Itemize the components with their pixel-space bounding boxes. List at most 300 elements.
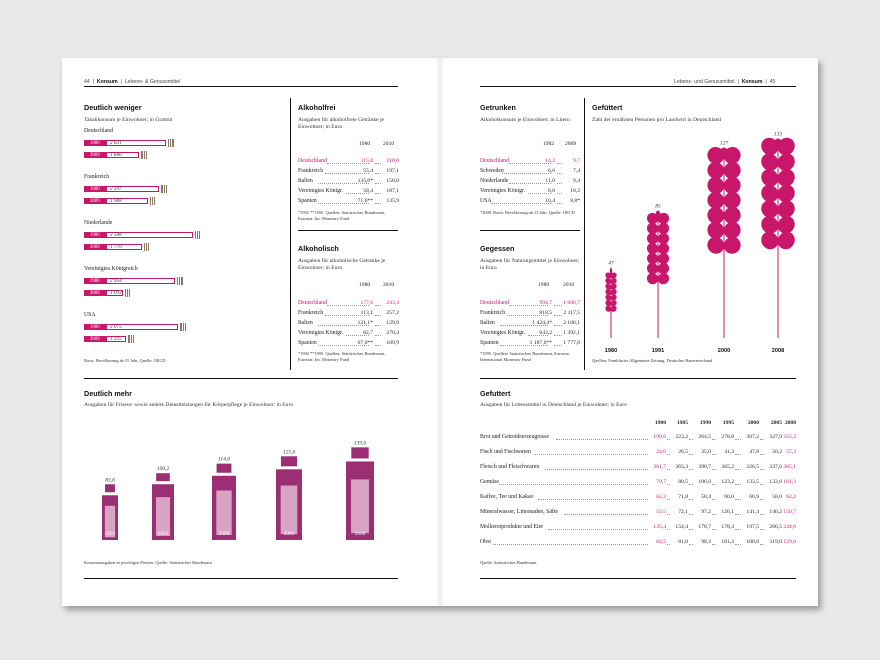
food-table-cell: 223,2 bbox=[675, 434, 688, 440]
dot-leader bbox=[712, 454, 716, 455]
dot-leader bbox=[689, 454, 693, 455]
mehr-chart bbox=[84, 418, 398, 550]
cigarette-mark bbox=[172, 139, 173, 147]
dot-leader bbox=[667, 499, 670, 500]
table-row-label: Frankreich bbox=[480, 310, 506, 316]
food-table-cell: 64,5 bbox=[656, 539, 666, 545]
wheat-year-label: 2000 bbox=[717, 348, 731, 354]
alkoholisch-title: Alkoholisch bbox=[298, 244, 339, 253]
food-table-year-header: 1990 bbox=[699, 420, 711, 426]
right-bottom-rule bbox=[480, 578, 796, 579]
table-row-value-2: 1 392,1 bbox=[563, 330, 580, 336]
dot-leader bbox=[689, 439, 693, 440]
food-table-cell: 141,4 bbox=[746, 509, 759, 515]
bottle-year-label: 1991 bbox=[104, 531, 116, 537]
dot-leader bbox=[375, 305, 381, 306]
table-row-value-2: 129,9 bbox=[386, 320, 399, 326]
table-row-value-2: 156,0 bbox=[386, 178, 399, 184]
dot-leader bbox=[667, 484, 670, 485]
food-table-cell: 365,1 bbox=[783, 464, 796, 470]
table-row-label: Frankreich bbox=[298, 168, 324, 174]
dot-leader bbox=[557, 163, 562, 164]
mehr-title: Deutlich mehr bbox=[84, 389, 132, 398]
table-row-value-2: 243,4 bbox=[386, 300, 399, 306]
food-table-cell: 129,0 bbox=[783, 539, 796, 545]
left-mid-rule bbox=[84, 378, 398, 379]
tabak-bar-year: 2009 bbox=[90, 336, 100, 342]
dot-leader bbox=[689, 529, 693, 530]
dot-leader bbox=[760, 454, 764, 455]
cigarette-mark bbox=[199, 231, 200, 239]
dot-leader bbox=[375, 163, 381, 164]
table-row-value-1: 55,4 bbox=[363, 168, 373, 174]
dot-leader bbox=[557, 193, 562, 194]
cigarette-mark bbox=[180, 323, 181, 331]
table-row-value-2: 9,7 bbox=[573, 158, 580, 164]
tabak-country-label: Deutschland bbox=[84, 128, 113, 134]
dot-leader bbox=[375, 193, 381, 194]
dot-leader bbox=[667, 544, 670, 545]
table-row-value-2: 9,4 bbox=[573, 178, 580, 184]
right-header: Lebens- und Genussmittel | Konsum | 45 bbox=[674, 79, 776, 85]
food-table-cell: 178,7 bbox=[698, 524, 711, 530]
alkoholfrei-title: Alkoholfrei bbox=[298, 103, 336, 112]
table-row-value-2: 8,8* bbox=[570, 198, 580, 204]
dot-leader bbox=[499, 484, 648, 485]
cigarette-mark bbox=[128, 335, 129, 343]
gegessen-col1: 1980 bbox=[538, 282, 550, 288]
table-row-value-1: 6,6 bbox=[548, 168, 555, 174]
bottle-year-label: 2008 bbox=[354, 531, 366, 537]
wheat-value-label: 127 bbox=[719, 140, 729, 147]
table-row-value-1: 115,8 bbox=[360, 158, 373, 164]
cigarette-mark bbox=[154, 197, 155, 205]
table-row-value-1: 71,6** bbox=[357, 198, 373, 204]
food-table-cell: 66,9 bbox=[749, 494, 759, 500]
food-table-cell: 365,2 bbox=[721, 464, 734, 470]
cigarette-mark bbox=[183, 323, 184, 331]
food-table-row-label: Fleisch und Fleischwaren bbox=[480, 464, 540, 470]
tabak-bar-year: 1980 bbox=[90, 186, 100, 192]
food-table-cell: 337,6 bbox=[769, 464, 782, 470]
dot-leader bbox=[375, 203, 381, 204]
tabak-bar-year: 2009 bbox=[90, 152, 100, 158]
dot-leader bbox=[557, 203, 562, 204]
food-table-cell: 57,3 bbox=[786, 449, 796, 455]
food-table-cell: 81,0 bbox=[678, 539, 688, 545]
bottle-cap bbox=[281, 456, 297, 466]
food-table-cell: 47,8 bbox=[749, 449, 759, 455]
left-top-rule bbox=[84, 86, 398, 87]
tabak-bar-year: 1980 bbox=[90, 278, 100, 284]
dot-leader bbox=[712, 469, 716, 470]
table-row-label: USA bbox=[480, 198, 492, 204]
alkoholisch-col2: 2010 bbox=[383, 282, 395, 288]
gegessen-subtitle: Ausgaben für Nahrungsmittel je Einwohner; in Euro bbox=[480, 258, 580, 271]
dot-leader bbox=[689, 514, 693, 515]
food-table-year-header: 2005 bbox=[770, 420, 782, 426]
food-table-cell: 41,3 bbox=[724, 449, 734, 455]
bottle-cap bbox=[351, 447, 368, 458]
food-table-cell: 106,0 bbox=[698, 479, 711, 485]
wheat-tip bbox=[610, 268, 612, 276]
food-table-row-label: Obst bbox=[480, 539, 491, 545]
food-table-cell: 97,2 bbox=[701, 509, 711, 515]
dot-leader bbox=[554, 315, 562, 316]
table-row-value-2: 187,1 bbox=[386, 188, 399, 194]
dot-leader bbox=[564, 514, 648, 515]
bottle-value-label: 114,6 bbox=[217, 456, 231, 463]
table-row-value-1: 1 187,6** bbox=[529, 340, 552, 346]
food-table-cell: 35,0 bbox=[701, 449, 711, 455]
bottle-label bbox=[216, 491, 231, 535]
dot-leader bbox=[760, 544, 764, 545]
tabak-country-label: Vereinigtes Königreich bbox=[84, 266, 138, 272]
cigarette-mark bbox=[166, 185, 167, 193]
table-row-value-2: 1 777,8 bbox=[563, 340, 580, 346]
food-table-cell: 80,5 bbox=[678, 479, 688, 485]
food-table-cell: 307,2 bbox=[746, 434, 759, 440]
food-table-cell: 355,2 bbox=[783, 434, 796, 440]
food-table-cell: 58,0 bbox=[772, 494, 782, 500]
bottle-year-label: 1999 bbox=[218, 531, 230, 537]
tabak-country-label: Niederlande bbox=[84, 220, 113, 226]
tabak-bar-year: 1980 bbox=[90, 232, 100, 238]
table-row-value-1: 818,5 bbox=[539, 310, 552, 316]
cigarette-mark bbox=[195, 231, 196, 239]
table-row-label: Italien bbox=[298, 178, 313, 184]
dot-leader bbox=[493, 544, 648, 545]
cigarette-mark bbox=[168, 139, 169, 147]
table-row-label: Schweden bbox=[480, 168, 504, 174]
tabak-bar-value: 1 225 bbox=[110, 335, 122, 342]
cigarette-mark bbox=[127, 289, 128, 297]
food-table-cell: 278,8 bbox=[721, 434, 734, 440]
wheat-tip bbox=[774, 139, 781, 147]
wheat-value-label: 85 bbox=[655, 203, 661, 210]
getrunken-rule bbox=[480, 230, 580, 231]
table-row-value-2: 2 106,1 bbox=[563, 320, 580, 326]
bottle-cap bbox=[105, 484, 115, 492]
wheat-tip bbox=[720, 148, 727, 156]
table-row-label: Vereinigtes Königr. bbox=[480, 330, 526, 336]
cigarette-mark bbox=[177, 277, 178, 285]
table-row-value-1: 177,6 bbox=[360, 300, 373, 306]
bottle-year-label: 2003 bbox=[283, 531, 295, 537]
table-row-value-1: 135,0* bbox=[357, 178, 373, 184]
table-row-value-1: 1 424,4* bbox=[532, 320, 552, 326]
alkoholisch-subtitle: Ausgaben für alkoholische Getränke je Einwohner; in Euro bbox=[298, 258, 386, 271]
food-table-cell: 133,6 bbox=[769, 479, 782, 485]
getrunken-col1: 1982 bbox=[543, 141, 555, 147]
food-table-row-label: Gemüse bbox=[480, 479, 499, 485]
table-row-value-1: 994,7 bbox=[539, 300, 552, 306]
food-table-year-header: 2008 bbox=[784, 420, 796, 426]
alkoholfrei-col2: 2010 bbox=[383, 141, 395, 147]
tabak-bar-value: 3 075 bbox=[110, 323, 122, 330]
food-table-year-header: 1985 bbox=[676, 420, 688, 426]
dot-leader bbox=[689, 499, 693, 500]
dot-leader bbox=[375, 345, 381, 346]
getrunken-subtitle: Alkoholkonsum je Einwohner; in Litern bbox=[480, 117, 570, 123]
gefuettert1-title: Gefüttert bbox=[592, 103, 623, 112]
tabak-bar-year: 1980 bbox=[90, 324, 100, 330]
dot-leader bbox=[667, 469, 670, 470]
gefuettert1-subtitle: Zahl der ernährten Personen pro Landwirt in Deutschland bbox=[592, 117, 722, 123]
wheat-year-label: 1980 bbox=[604, 348, 618, 354]
left-section: Konsum bbox=[96, 79, 118, 85]
right-mid-rule bbox=[480, 378, 796, 379]
food-table-cell: 190,6 bbox=[653, 434, 666, 440]
alkoholisch-table bbox=[298, 300, 400, 350]
cigarette-mark bbox=[125, 289, 126, 297]
food-table-cell: 79,7 bbox=[656, 479, 666, 485]
alkoholfrei-col1: 1980 bbox=[359, 141, 371, 147]
food-table-cell: 62,3 bbox=[656, 494, 666, 500]
tabak-country-label: USA bbox=[84, 312, 96, 318]
table-row-value-2: 2 117,5 bbox=[563, 310, 580, 316]
bottle-cap bbox=[156, 473, 170, 481]
food-table-cell: 154,4 bbox=[675, 524, 688, 530]
food-table-cell: 26,5 bbox=[678, 449, 688, 455]
dot-leader bbox=[556, 439, 648, 440]
food-table-cell: 50,2 bbox=[772, 449, 782, 455]
wheat-value-label: 133 bbox=[773, 131, 783, 138]
tabak-bar-value: 1 988 bbox=[110, 197, 122, 204]
dot-leader bbox=[557, 173, 562, 174]
bottle-value-label: 83,6 bbox=[105, 477, 115, 484]
gefuettert2-title: Gefuttert bbox=[480, 389, 511, 398]
table-row-value-1: 113,1 bbox=[360, 310, 373, 316]
tabak-bar-year: 2009 bbox=[90, 290, 100, 296]
dot-leader bbox=[760, 439, 764, 440]
cigarette-mark bbox=[133, 335, 134, 343]
food-table-cell: 197,5 bbox=[746, 524, 759, 530]
left-page-number: 44 bbox=[84, 79, 90, 85]
dot-leader bbox=[554, 335, 562, 336]
bottle-value-label: 100,2 bbox=[156, 466, 170, 473]
tabak-bar-value: 1 686 bbox=[110, 151, 122, 158]
left-header: 44 | Konsum | Lebens- & Genussmittel bbox=[84, 79, 181, 85]
dot-leader bbox=[689, 469, 693, 470]
table-row-label: Italien bbox=[298, 320, 313, 326]
tabak-note: Basis: Bevölkerung ab 15 Jahr. Quelle: OECD bbox=[84, 358, 166, 363]
food-table-row-label: Fisch und Fischwaren bbox=[480, 449, 531, 455]
food-table-cell: 135,4 bbox=[653, 524, 666, 530]
food-table-row-label: Molkereiprodukte und Eier bbox=[480, 524, 544, 530]
getrunken-note: *2008. Basis: Bevölkerung ab 15 Jahr. Quelle: OECD bbox=[480, 210, 575, 215]
mehr-note: Konsumausgaben in jeweiligen Preisen. Quelle: Statistisches Bundesamt bbox=[84, 560, 212, 565]
table-row-label: Deutschland bbox=[298, 300, 327, 306]
table-row-value-2: 197,1 bbox=[386, 168, 399, 174]
food-table-cell: 146,2 bbox=[769, 509, 782, 515]
table-row-value-2: 1 606,7 bbox=[563, 300, 580, 306]
dot-leader bbox=[502, 173, 551, 174]
dot-leader bbox=[712, 439, 716, 440]
food-table-cell: 119,0 bbox=[769, 539, 782, 545]
dot-leader bbox=[712, 484, 716, 485]
dot-leader bbox=[375, 325, 381, 326]
table-row-label: Spanien bbox=[480, 340, 499, 346]
bottle-label bbox=[281, 486, 298, 535]
wheat-tip bbox=[656, 211, 661, 219]
food-table-cell: 123,2 bbox=[721, 479, 734, 485]
tabak-bar-value: 1 770 bbox=[110, 243, 122, 250]
getrunken-table bbox=[480, 158, 580, 208]
right-top-rule bbox=[480, 86, 796, 87]
food-table-cell: 244,6 bbox=[783, 524, 796, 530]
bottle-value-label: 125,6 bbox=[282, 449, 296, 456]
right-page-number: 45 bbox=[769, 79, 776, 85]
table-row-label: Deutschland bbox=[298, 158, 327, 164]
gegessen-title: Gegessen bbox=[480, 244, 515, 253]
cigarette-mark bbox=[150, 197, 151, 205]
tabak-bar-value: 1 093 bbox=[110, 289, 122, 296]
dot-leader bbox=[735, 529, 741, 530]
food-table-cell: 58,4 bbox=[701, 494, 711, 500]
dot-leader bbox=[667, 529, 670, 530]
cigarette-mark bbox=[129, 289, 130, 297]
table-row-value-1: 10,4 bbox=[545, 198, 555, 204]
dot-leader bbox=[760, 529, 764, 530]
table-row-label: Spanien bbox=[298, 198, 317, 204]
wheat-value-label: 47 bbox=[608, 260, 614, 267]
tabak-bar-value: 2 631 bbox=[110, 139, 122, 146]
dot-leader bbox=[667, 514, 670, 515]
bottle-value-label: 139,0 bbox=[353, 440, 367, 447]
tabak-subtitle: Tabakkonsum je Einwohner; in Gramm bbox=[84, 117, 173, 123]
alkoholisch-col1: 1980 bbox=[359, 282, 371, 288]
tabak-bar-year: 1980 bbox=[90, 140, 100, 146]
dot-leader bbox=[689, 484, 693, 485]
cigarette-mark bbox=[197, 231, 198, 239]
table-row-value-2: 7,4 bbox=[573, 168, 580, 174]
food-table-cell: 133,5 bbox=[746, 479, 759, 485]
table-row-value-1: 14,2 bbox=[545, 158, 555, 164]
tabak-title: Deutlich weniger bbox=[84, 103, 142, 112]
food-table-cell: 60,0 bbox=[724, 494, 734, 500]
dot-leader bbox=[735, 469, 741, 470]
gegessen-col2: 2010 bbox=[563, 282, 575, 288]
food-table-year-header: 2000 bbox=[747, 420, 759, 426]
food-table-row-label: Kaffee, Tee und Kakao bbox=[480, 494, 534, 500]
wheat-year-label: 2008 bbox=[771, 348, 785, 354]
getrunken-col2: 2009 bbox=[565, 141, 577, 147]
alkoholisch-note: *1992 **1995. Quellen: Statistisches Bundesamt, Eurostat, Int. Monetary Fund bbox=[298, 351, 386, 362]
wheat-chart bbox=[592, 124, 796, 356]
cigarette-mark bbox=[141, 151, 142, 159]
food-table-cell: 72,1 bbox=[678, 509, 688, 515]
right-section: Konsum bbox=[741, 79, 763, 85]
table-row-label: Vereinigtes Königr. bbox=[298, 330, 344, 336]
table-row-label: Vereinigtes Königr. bbox=[480, 188, 526, 194]
dot-leader bbox=[760, 469, 764, 470]
alkoholfrei-table bbox=[298, 158, 400, 208]
bottle-cap bbox=[217, 464, 232, 473]
table-row-label: Deutschland bbox=[480, 300, 509, 306]
dot-leader bbox=[535, 454, 648, 455]
bottle-year-label: 1995 bbox=[157, 531, 169, 537]
cigarette-mark bbox=[148, 243, 149, 251]
gefuettert2-note: Quelle: Statistisches Bundesamt bbox=[480, 560, 537, 565]
table-row-value-1: 82,7 bbox=[363, 330, 373, 336]
dot-leader bbox=[760, 499, 764, 500]
dot-leader bbox=[557, 183, 562, 184]
cigarette-mark bbox=[146, 243, 147, 251]
alkoholfrei-note: *1992 **1995. Quellen: Statistisches Bundesamt, Eurostat, Int. Monetary Fund bbox=[298, 210, 386, 221]
food-table-year-header: 1995 bbox=[722, 420, 734, 426]
table-row-value-2: 109,9 bbox=[386, 340, 399, 346]
table-row-value-1: 8,8 bbox=[548, 188, 555, 194]
left-bottom-rule bbox=[84, 578, 398, 579]
alkoholfrei-subtitle: Ausgaben für alkoholfreie Getränke je Einwohner; in Euro bbox=[298, 117, 385, 130]
table-row-value-1: 67,0** bbox=[357, 340, 373, 346]
dot-leader bbox=[735, 499, 741, 500]
dot-leader bbox=[760, 484, 764, 485]
food-table-cell: 150,7 bbox=[783, 509, 796, 515]
tabak-bar-value: 2 954 bbox=[110, 277, 122, 284]
food-table-cell: 71,8 bbox=[678, 494, 688, 500]
cigarette-mark bbox=[164, 185, 165, 193]
dot-leader bbox=[712, 529, 716, 530]
gegessen-table bbox=[480, 300, 580, 350]
dot-leader bbox=[712, 499, 716, 500]
dot-leader bbox=[667, 439, 670, 440]
tabak-bar-year: 2009 bbox=[90, 244, 100, 250]
table-row-value-1: 121,1* bbox=[357, 320, 373, 326]
alkoholfrei-rule bbox=[298, 230, 398, 231]
dot-leader bbox=[548, 529, 648, 530]
table-row-label: Frankreich bbox=[298, 310, 324, 316]
table-row-value-2: 135,9 bbox=[386, 198, 399, 204]
tabak-country-label: Frankreich bbox=[84, 174, 110, 180]
food-table-cell: 390,7 bbox=[698, 464, 711, 470]
cigarette-mark bbox=[161, 185, 162, 193]
dot-leader bbox=[375, 315, 381, 316]
dot-leader bbox=[375, 335, 381, 336]
gegessen-note: *1995. Quellen: Statistisches Bundesamt, Eurostat, International Monetary Fund bbox=[480, 351, 570, 362]
dot-leader bbox=[735, 514, 741, 515]
cigarette-mark bbox=[144, 151, 145, 159]
dot-leader bbox=[667, 454, 670, 455]
food-table-row-label: Mineralwasser, Limonaden, Säfte bbox=[480, 509, 559, 515]
cigarette-mark bbox=[146, 151, 147, 159]
food-table-cell: 101,2 bbox=[721, 539, 734, 545]
cigarette-mark bbox=[170, 139, 171, 147]
food-table bbox=[480, 420, 796, 555]
gefuettert2-subtitle: Ausgaben für Lebensmittel in Deutschland je Einwohner; in Euro bbox=[480, 402, 627, 408]
cigarette-mark bbox=[144, 243, 145, 251]
food-table-cell: 264,5 bbox=[698, 434, 711, 440]
right-column-divider bbox=[584, 98, 585, 370]
table-row-label: Italien bbox=[480, 320, 495, 326]
table-row-label: Deutschland bbox=[480, 158, 509, 164]
right-topic: Lebens- und Genussmittel bbox=[674, 79, 735, 85]
tabak-bar-value: 2 397 bbox=[110, 185, 122, 192]
food-table-cell: 363,3 bbox=[675, 464, 688, 470]
table-row-value-1: 58,4 bbox=[363, 188, 373, 194]
cigarette-mark bbox=[181, 277, 182, 285]
food-table-cell: 62,2 bbox=[786, 494, 796, 500]
cigarette-mark bbox=[185, 323, 186, 331]
dot-leader bbox=[491, 203, 551, 204]
dot-leader bbox=[735, 484, 741, 485]
dot-leader bbox=[375, 183, 381, 184]
table-row-value-1: 11,0 bbox=[545, 178, 555, 184]
dot-leader bbox=[712, 514, 716, 515]
dot-leader bbox=[375, 173, 381, 174]
dot-leader bbox=[689, 544, 693, 545]
